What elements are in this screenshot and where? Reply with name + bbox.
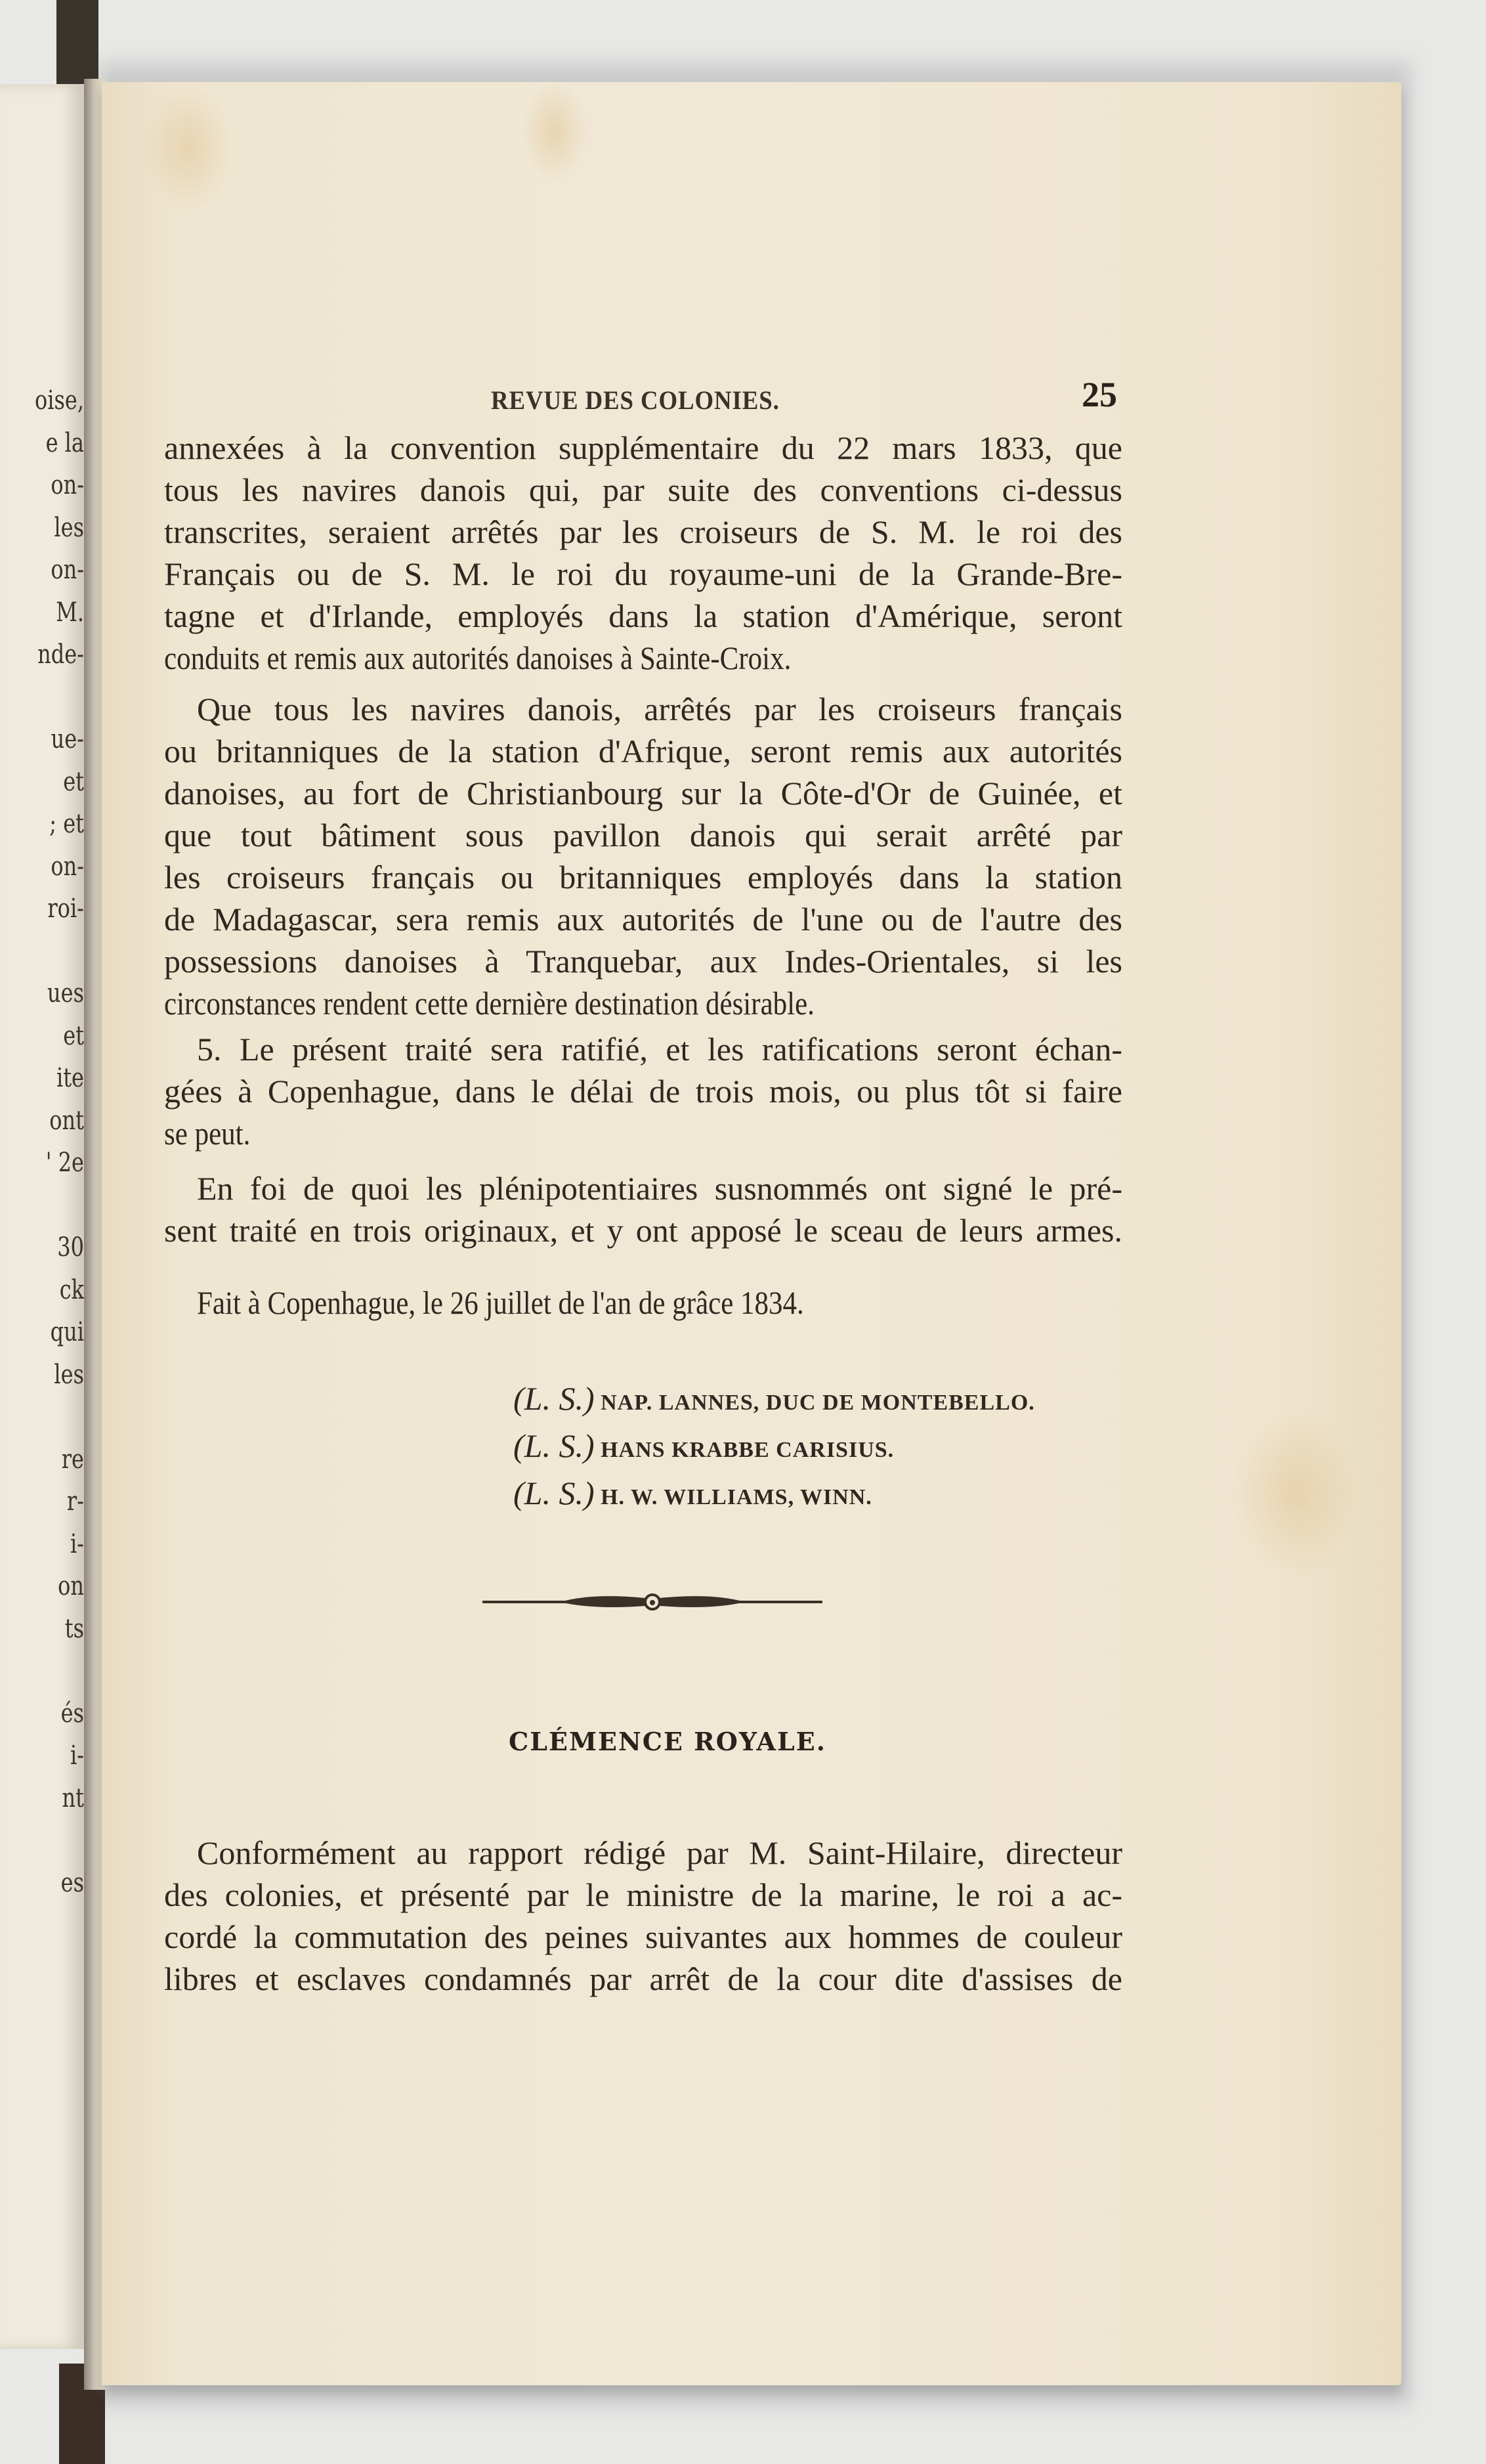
text-line: tagne et d'Irlande, employés dans la station d'Amérique, seront (164, 597, 1122, 634)
seal-mark: (L. S.) (513, 1427, 595, 1464)
signature-line (513, 1377, 1035, 1424)
text-line: les croiseurs français ou britanniques employés dans la station (164, 859, 1122, 896)
left-page-fragment: ; et (49, 809, 84, 839)
text-line: Français ou de S. M. le roi du royaume-uni de la Grande-Bre- (164, 555, 1122, 592)
text-line: ou britanniques de la station d'Afrique, seront remis aux autorités (164, 733, 1122, 769)
signature-line (513, 1425, 894, 1471)
text-line: annexées à la convention supplémentaire du 22 mars 1833, que (164, 429, 1122, 466)
left-page-fragment: e la (45, 427, 84, 458)
text-line: gées à Copenhague, dans le délai de trois mois, ou plus tôt si faire (164, 1073, 1122, 1110)
seal-mark: (L. S.) (513, 1475, 595, 1511)
section-title-text: CLÉMENCE ROYALE. (509, 1727, 826, 1756)
left-page-fragment: les (54, 512, 84, 543)
signatory-name: NAP. LANNES, DUC DE MONTEBELLO. (594, 1391, 1035, 1415)
left-page-fragment: ck (59, 1274, 84, 1305)
running-title: REVUE DES COLONIES. (491, 385, 780, 415)
left-page-fragment: on (58, 1571, 84, 1601)
left-page-edge (0, 84, 86, 2349)
paper-stain (522, 82, 587, 181)
text-line: En foi de quoi les plénipotentiaires susnommés ont signé le pré- (197, 1170, 1122, 1207)
signatory-name: H. W. WILLIAMS, WINN. (594, 1485, 872, 1509)
left-page-fragment: oise, (34, 385, 84, 416)
text-line: des colonies, et présenté par le ministre de la marine, le roi a ac- (164, 1876, 1122, 1913)
left-page-fragment: et (63, 1020, 84, 1051)
text-line: transcrites, seraient arrêtés par les croiseurs de S. M. le roi des (164, 513, 1122, 550)
left-page-fragment: ue- (51, 724, 84, 754)
left-page-fragment: es (60, 1867, 84, 1898)
left-page-fragment: ite (56, 1063, 84, 1093)
text-line: conduits et remis aux autorités danoises à Sainte-Croix. (164, 639, 792, 676)
left-page-fragment: roi- (47, 894, 84, 924)
text-line: que tout bâtiment sous pavillon danois qui serait arrêté par (164, 817, 1122, 854)
seal-mark: (L. S.) (513, 1380, 595, 1417)
page-header (0, 375, 1486, 419)
left-page-fragment: qui (50, 1317, 84, 1347)
text-line: circonstances rendent cette dernière destination désirable. (164, 985, 815, 1022)
left-page-fragment: i- (70, 1528, 84, 1559)
left-page-fragment: ues (47, 978, 84, 1008)
text-line: sent traité en trois originaux, et y ont apposé le sceau de leurs armes. (164, 1212, 1122, 1249)
text-line: libres et esclaves condamnés par arrêt de la cour dite d'assises de (164, 1960, 1122, 1997)
text-line: Conformément au rapport rédigé par M. Saint-Hilaire, directeur (197, 1834, 1122, 1871)
left-page-fragment: on- (51, 555, 84, 585)
left-page-fragment: 30 (57, 1232, 84, 1263)
text-line: danoises, au fort de Christianbourg sur la Côte-d'Or de Guinée, et (164, 775, 1122, 811)
left-page-fragment: ont (49, 1105, 84, 1136)
signatory-name: HANS KRABBE CARISIUS. (594, 1438, 895, 1462)
text-line: Que tous les navires danois, arrêtés par les croiseurs français (197, 691, 1122, 727)
left-page-fragment: és (60, 1698, 84, 1729)
left-page-fragment: r- (66, 1486, 84, 1517)
section-title (0, 1727, 1486, 1756)
left-page-fragment: les (54, 1359, 84, 1390)
left-page-fragment: nt (62, 1783, 84, 1813)
paper-stain (1231, 1408, 1362, 1579)
left-page-fragment: et (63, 766, 84, 797)
signature-line (513, 1472, 872, 1519)
text-line: possessions danoises à Tranquebar, aux Indes-Orientales, si les (164, 943, 1122, 980)
paper-stain (141, 82, 233, 213)
left-page-fragment: nde- (37, 639, 84, 670)
left-page-fragment: M. (56, 597, 84, 628)
left-page-fragment: ' 2e (45, 1148, 84, 1178)
left-page-fragment: ts (64, 1613, 84, 1644)
left-page-fragment: on- (51, 851, 84, 882)
page-number: 25 (1082, 375, 1117, 414)
book-spine-top (56, 0, 98, 85)
text-line: de Madagascar, sera remis aux autorités de l'une ou de l'autre des (164, 901, 1122, 938)
left-page-fragment: re (61, 1444, 84, 1475)
left-page-fragment: on- (51, 470, 84, 500)
text-line: se peut. (164, 1115, 251, 1152)
left-page-fragment: i- (70, 1740, 84, 1771)
text-line: tous les navires danois qui, par suite des conventions ci-dessus (164, 471, 1122, 508)
text-line: 5. Le présent traité sera ratifié, et les ratifications seront échan- (197, 1031, 1122, 1068)
ornamental-divider (481, 1589, 824, 1615)
text-line: Fait à Copenhague, le 26 juillet de l'an de grâce 1834. (197, 1284, 804, 1321)
text-line: cordé la commutation des peines suivantes aux hommes de couleur (164, 1918, 1122, 1955)
